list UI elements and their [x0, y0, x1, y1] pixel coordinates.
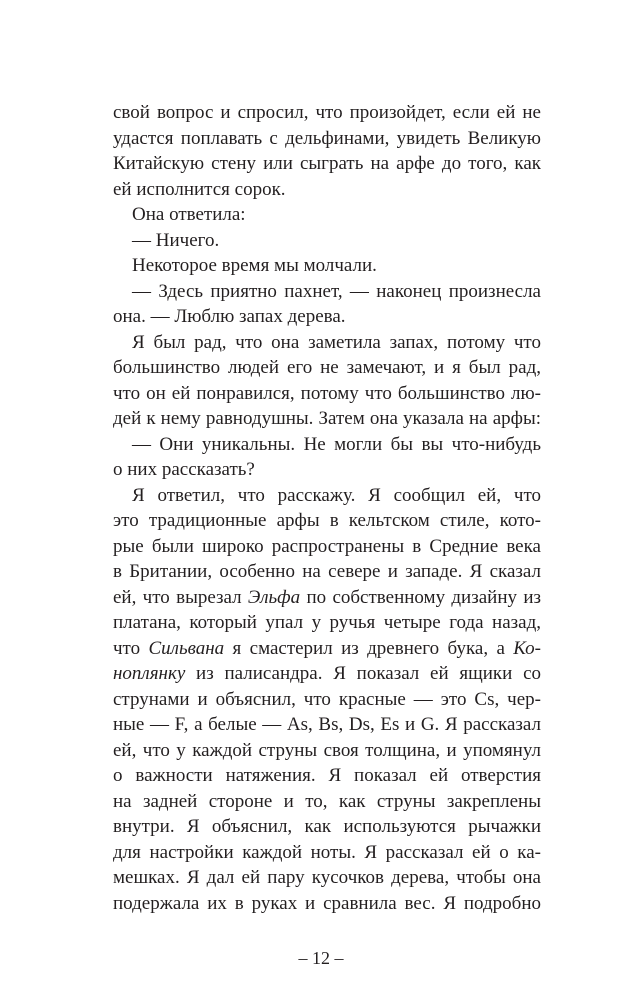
text-line: для настройки каждой ноты. Я рассказал ей о ка-	[113, 841, 541, 863]
text-line: подержала их в руках и сравнила вес. Я подробно	[113, 892, 541, 914]
text-line: — Они уникальны. Не могли бы вы что-нибудь	[132, 433, 541, 455]
text-line: о важности натяжения. Я показал ей отверстия	[113, 765, 541, 786]
text-segment: что	[113, 637, 149, 659]
text-line: платана, который упал у ручья четыре года назад,	[113, 612, 541, 633]
text-line: ей исполнится сорок.	[113, 178, 286, 200]
text-line: мешках. Я дал ей пару кусочков дерева, чтобы она	[113, 867, 541, 888]
text-segment: по собственному дизайну из	[300, 586, 541, 608]
text-line: на задней стороне и то, как струны закреплены	[113, 790, 541, 812]
page-number: – 12 –	[298, 948, 344, 968]
text-line: о них рассказать?	[113, 459, 255, 480]
text-line: дей к нему равнодушны. Затем она указала на арфы:	[113, 408, 541, 429]
text-line: ные — F, а белые — As, Bs, Ds, Es и G. Я рассказал	[113, 714, 541, 735]
text-line	[113, 585, 541, 611]
italic-text: Сильвана	[148, 637, 225, 659]
text-line: рые были широко распространены в Средние века	[113, 535, 541, 557]
italic-text: Эльфа	[247, 586, 301, 608]
text-line: большинство людей его не замечают, и я был рад,	[113, 357, 541, 378]
text-line: в Британии, особенно на севере и западе. Я сказал	[113, 561, 541, 582]
text-line: она. — Люблю запах дерева.	[113, 306, 346, 327]
text-line: удастся поплавать с дельфинами, увидеть Великую	[113, 127, 541, 149]
text-segment: я смастерил из древнего бука, а	[224, 637, 514, 659]
text-line	[113, 661, 541, 687]
text-line: Некоторое время мы молчали.	[132, 255, 377, 276]
text-line: Она ответила:	[132, 204, 246, 225]
text-segment: ей, что вырезал	[113, 586, 248, 608]
text-line: струнами и объяснил, что красные — это Cs, чер-	[113, 688, 541, 710]
text-line: ей, что у каждой струны своя толщина, и упомянул	[113, 739, 541, 761]
text-line: внутри. Я объяснил, как используются рычажки	[113, 816, 541, 837]
text-line: — Ничего.	[132, 229, 220, 251]
text-line: — Здесь приятно пахнет, — наконец произнесла	[132, 280, 541, 302]
text-block	[113, 100, 541, 916]
text-line: Китайскую стену или сыграть на арфе до того, как	[113, 153, 541, 174]
text-line	[113, 636, 541, 662]
text-segment: из палисандра. Я показал ей ящики со	[185, 663, 541, 684]
text-line: это традиционные арфы в кельтском стиле, кото-	[113, 510, 541, 531]
text-line: Я ответил, что расскажу. Я сообщил ей, что	[132, 484, 541, 506]
italic-text: ноплянку	[113, 663, 186, 684]
text-line: что он ей понравился, потому что большинство лю-	[113, 382, 541, 404]
text-line: Я был рад, что она заметила запах, потому что	[132, 331, 541, 353]
text-line: свой вопрос и спросил, что произойдет, если ей не	[113, 102, 541, 123]
italic-text: Ко-	[513, 637, 541, 659]
